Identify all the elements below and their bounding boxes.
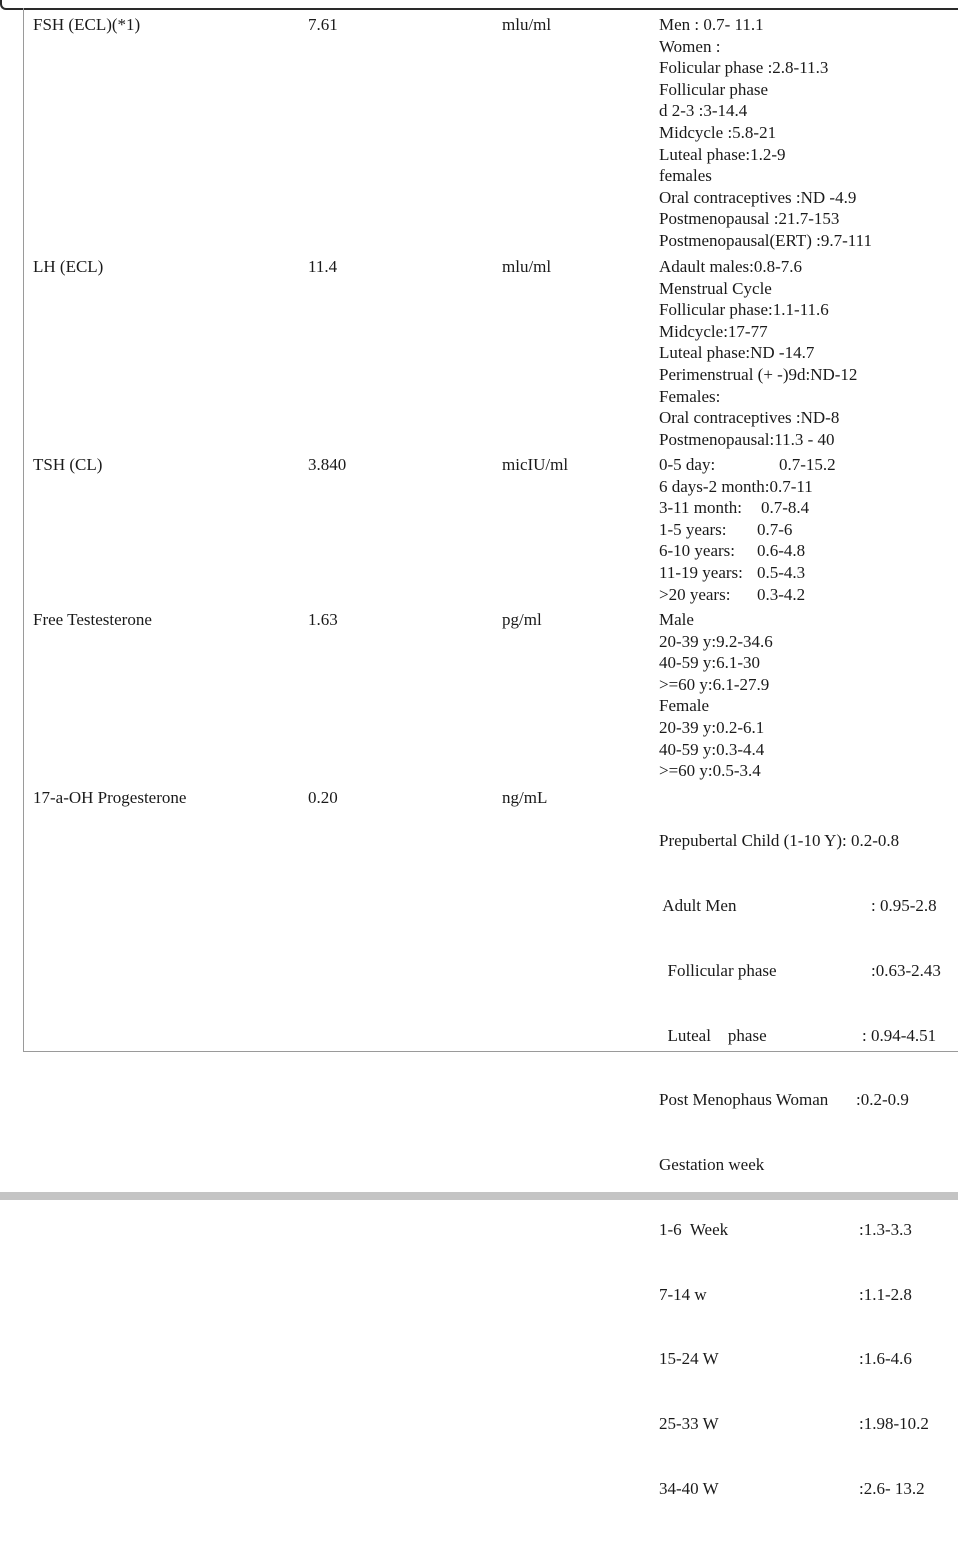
reference-value: 0.7-6 bbox=[757, 519, 793, 539]
reference-value: :2.6- 13.2 bbox=[859, 1479, 925, 1498]
reference-line bbox=[659, 1284, 955, 1306]
result-unit: micIU/ml bbox=[502, 455, 569, 474]
reference-range bbox=[659, 609, 773, 782]
reference-value: :0.63-2.43 bbox=[871, 960, 941, 980]
reference-line: females bbox=[659, 166, 712, 186]
reference-value: 0.6-4.8 bbox=[757, 541, 806, 561]
reference-label: 11-19 years: bbox=[659, 562, 743, 582]
reference-line: Postmenopausal(ERT) :9.7-111 bbox=[659, 230, 873, 250]
reference-value: : 0.94-4.51 bbox=[862, 1025, 937, 1045]
reference-line: d 2-3 :3-14.4 bbox=[659, 101, 748, 121]
reference-line bbox=[659, 584, 939, 606]
reference-line: Oral contraceptives :ND-8 bbox=[659, 408, 840, 428]
reference-value: : 0.95-2.8 bbox=[871, 895, 937, 915]
reference-line: Postmenopausal :21.7-153 bbox=[659, 209, 840, 229]
reference-line: Folicular phase :2.8-11.3 bbox=[659, 58, 829, 78]
reference-line: 20-39 y:0.2-6.1 bbox=[659, 717, 765, 737]
reference-line bbox=[659, 497, 939, 519]
reference-line bbox=[659, 1348, 955, 1370]
reference-line: Follicular phase bbox=[659, 79, 769, 99]
test-name: 17-a-OH Progesterone bbox=[33, 788, 187, 807]
reference-line bbox=[659, 1478, 955, 1500]
reference-line: Menstrual Cycle bbox=[659, 278, 772, 298]
reference-value: :0.2-0.9 bbox=[856, 1090, 909, 1110]
reference-label: 1-5 years: bbox=[659, 519, 727, 539]
reference-value: :1.1-2.8 bbox=[859, 1284, 912, 1304]
reference-line bbox=[659, 476, 939, 498]
result-unit: mlu/ml bbox=[502, 15, 552, 34]
reference-line: Females: bbox=[659, 386, 721, 406]
reference-line bbox=[659, 1154, 955, 1176]
reference-label: 7-14 w bbox=[659, 1284, 707, 1304]
reference-label: 15-24 W bbox=[659, 1349, 719, 1369]
reference-label: 3-11 month: bbox=[659, 498, 742, 518]
reference-line bbox=[659, 519, 939, 541]
reference-label: Post Menophaus Woman bbox=[659, 1090, 829, 1110]
result-value: 0.20 bbox=[308, 788, 338, 807]
reference-value: 0.3-4.2 bbox=[757, 584, 806, 604]
reference-value: 0.7-8.4 bbox=[761, 498, 810, 518]
reference-line bbox=[659, 540, 939, 562]
test-name: FSH (ECL)(*1) bbox=[33, 15, 141, 34]
reference-line: 40-59 y:6.1-30 bbox=[659, 653, 761, 673]
reference-value: :1.98-10.2 bbox=[859, 1414, 929, 1434]
result-value: 1.63 bbox=[308, 610, 338, 629]
reference-line bbox=[659, 1089, 955, 1111]
test-name: Free Testesterone bbox=[33, 610, 152, 629]
reference-label: >20 years: bbox=[659, 584, 731, 604]
reference-line: Oral contraceptives :ND -4.9 bbox=[659, 187, 857, 207]
reference-value: 0.7-15.2 bbox=[779, 455, 836, 474]
reference-line: Perimenstrual (+ -)9d:ND-12 bbox=[659, 364, 858, 384]
result-unit: ng/mL bbox=[502, 788, 548, 807]
reference-line: Adault males:0.8-7.6 bbox=[659, 257, 803, 276]
reference-value: :1.3-3.3 bbox=[859, 1219, 912, 1239]
reference-line: Women : bbox=[659, 36, 721, 56]
reference-value: 0.5-4.3 bbox=[757, 562, 806, 582]
result-value: 3.840 bbox=[308, 455, 347, 474]
reference-label: Prepubertal Child (1-10 Y): 0.2-0.8 bbox=[659, 831, 900, 851]
reference-line: 20-39 y:9.2-34.6 bbox=[659, 631, 773, 651]
reference-value: :1.6-4.6 bbox=[859, 1349, 912, 1369]
reference-line bbox=[659, 895, 955, 917]
reference-line: Male bbox=[659, 610, 694, 629]
reference-label: 6-10 years: bbox=[659, 541, 736, 561]
reference-label: 6 days-2 month:0.7-11 bbox=[659, 476, 813, 496]
reference-label: Gestation week bbox=[659, 1155, 765, 1175]
reference-label: Adult Men bbox=[659, 895, 737, 915]
result-value: 11.4 bbox=[308, 257, 338, 276]
reference-line: >=60 y:6.1-27.9 bbox=[659, 674, 770, 694]
reference-line bbox=[659, 1413, 955, 1435]
reference-line bbox=[659, 1219, 955, 1241]
reference-line: Men : 0.7- 11.1 bbox=[659, 15, 764, 34]
reference-range bbox=[659, 14, 872, 252]
reference-line bbox=[659, 960, 955, 982]
reference-line: Luteal phase:1.2-9 bbox=[659, 144, 786, 164]
reference-range bbox=[659, 787, 955, 1543]
reference-range bbox=[659, 256, 857, 450]
reference-label: 25-33 W bbox=[659, 1414, 719, 1434]
reference-line: Midcycle :5.8-21 bbox=[659, 122, 777, 142]
test-name: TSH (CL) bbox=[33, 455, 103, 474]
reference-line bbox=[659, 1025, 955, 1047]
result-value: 7.61 bbox=[308, 15, 338, 34]
result-unit: mlu/ml bbox=[502, 257, 552, 276]
reference-label: 0-5 day: bbox=[659, 455, 716, 474]
reference-line bbox=[659, 454, 939, 476]
reference-line bbox=[659, 562, 939, 584]
test-name: LH (ECL) bbox=[33, 257, 104, 276]
bottom-scroll-bar bbox=[0, 1192, 958, 1200]
reference-line: Postmenopausal:11.3 - 40 bbox=[659, 429, 835, 449]
reference-line: 40-59 y:0.3-4.4 bbox=[659, 739, 765, 759]
reference-range bbox=[659, 454, 939, 605]
reference-line: >=60 y:0.5-3.4 bbox=[659, 761, 761, 781]
reference-line: Female bbox=[659, 696, 710, 716]
reference-line: Luteal phase:ND -14.7 bbox=[659, 343, 815, 363]
reference-label: Follicular phase bbox=[659, 960, 777, 980]
reference-label: Luteal phase bbox=[659, 1025, 767, 1045]
reference-line bbox=[659, 830, 955, 852]
reference-label: 34-40 W bbox=[659, 1479, 719, 1498]
reference-line: Follicular phase:1.1-11.6 bbox=[659, 300, 829, 320]
reference-line: Midcycle:17-77 bbox=[659, 321, 768, 341]
reference-label: 1-6 Week bbox=[659, 1219, 729, 1239]
result-unit: pg/ml bbox=[502, 610, 542, 629]
